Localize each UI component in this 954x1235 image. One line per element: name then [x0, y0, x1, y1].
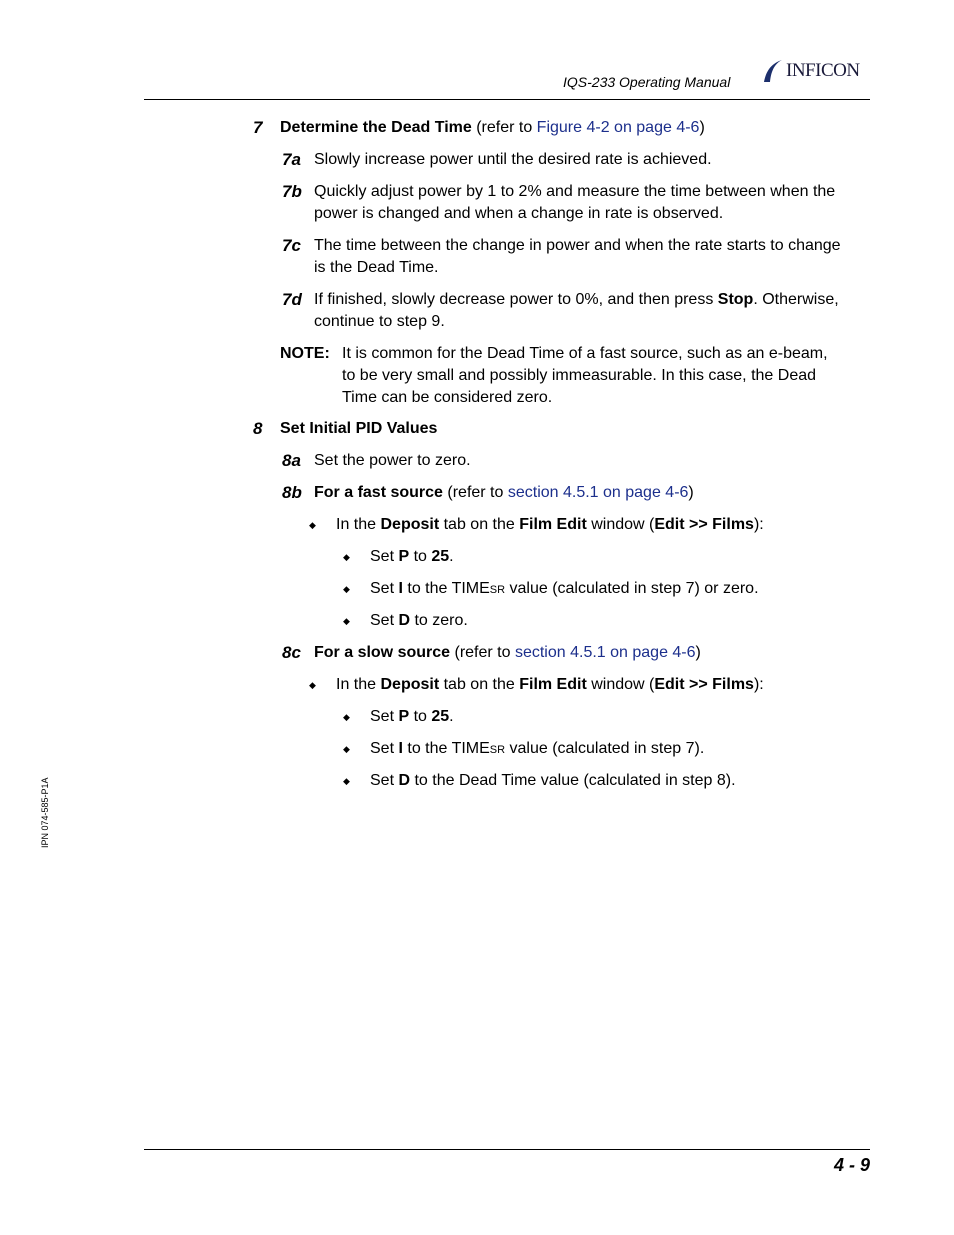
section-link[interactable]: section 4.5.1 on page 4-6	[507, 484, 689, 501]
text-run: Set	[370, 548, 399, 565]
step-text: Slowly increase power until the desired rate is achieved.	[314, 151, 712, 168]
step-number: 7c	[282, 236, 301, 255]
text-line: Quickly adjust power by 1 to 2% and measure the time between when the	[314, 183, 836, 200]
bullet-diamond-icon: ◆	[343, 744, 350, 754]
ref-text: )	[688, 484, 694, 501]
ref-text: )	[699, 119, 705, 136]
text-line: The time between the change in power and when the rate starts to change	[314, 237, 841, 254]
bullet-diamond-icon: ◆	[343, 776, 350, 786]
text-run: tab on the	[439, 516, 520, 533]
text-line: to be very small and possibly immeasurable. In this case, the Dead	[342, 367, 817, 384]
text-run: Edit >> Films	[654, 676, 754, 693]
text-run: TIME	[451, 580, 490, 597]
text-run: 25	[431, 548, 450, 565]
text-run: value (calculated in step 7) or zero.	[505, 580, 759, 597]
bullet-diamond-icon: ◆	[343, 584, 350, 594]
page-number: 4 - 9	[833, 1155, 870, 1175]
bullet-diamond-icon: ◆	[309, 520, 316, 530]
ref-text: (refer to	[450, 644, 515, 661]
text-run: SR	[489, 584, 506, 596]
text-run: to	[409, 708, 432, 725]
step-title: Set Initial PID Values	[280, 420, 438, 437]
bullet-text	[370, 706, 454, 728]
text-run: to the Dead Time value (calculated in step 8).	[410, 772, 736, 789]
text-run: to zero.	[410, 612, 468, 629]
text-run: I	[398, 740, 403, 757]
text-run: Set	[370, 772, 399, 789]
step-number: 7	[253, 118, 263, 137]
text-run: Set	[370, 580, 399, 597]
text-run: Set	[370, 740, 399, 757]
section-link[interactable]: section 4.5.1 on page 4-6	[514, 644, 696, 661]
stop-keyword: Stop	[717, 291, 754, 308]
text-run: to the	[402, 740, 452, 757]
bullet-text	[370, 610, 468, 632]
figure-link[interactable]: Figure 4-2 on page 4-6	[536, 119, 700, 136]
bullet-text	[370, 578, 759, 601]
text-run: ):	[753, 516, 764, 533]
logo-text: INFICON	[786, 60, 860, 81]
step-text: Set the power to zero.	[314, 452, 471, 469]
step-text	[314, 642, 701, 664]
text-run: If finished, slowly decrease power to 0%, and then press	[314, 291, 718, 308]
text-run: to the	[402, 580, 452, 597]
text-line: Time can be considered zero.	[342, 389, 553, 406]
step-7-text	[280, 117, 705, 139]
ref-text: )	[695, 644, 701, 661]
text-run: Deposit	[380, 676, 440, 693]
step-text	[314, 482, 694, 504]
ref-text: (refer to	[442, 484, 508, 501]
note-label: NOTE:	[280, 345, 330, 362]
step-text	[314, 235, 841, 279]
text-run: to	[409, 548, 432, 565]
bullet-diamond-icon: ◆	[343, 712, 350, 722]
step-number: 7b	[282, 182, 302, 201]
text-run: 25	[431, 708, 450, 725]
ref-text: (refer to	[471, 119, 537, 136]
text-line: It is common for the Dead Time of a fast source, such as an e-beam,	[342, 345, 828, 362]
bullet-text	[336, 514, 764, 536]
text-run: In the	[336, 516, 381, 533]
text-run: ):	[753, 676, 764, 693]
side-label: IPN 074-585-P1A	[40, 777, 50, 848]
text-run: .	[449, 708, 454, 725]
step-title: For a fast source	[314, 484, 443, 501]
bullet-text	[336, 674, 764, 696]
text-line: is the Dead Time.	[314, 259, 439, 276]
text-run: In the	[336, 676, 381, 693]
text-run: value (calculated in step 7).	[505, 740, 705, 757]
text-run: . Otherwise,	[753, 291, 839, 308]
text-run: Set	[370, 708, 399, 725]
bullet-diamond-icon: ◆	[343, 616, 350, 626]
text-line: power is changed and when a change in rate is observed.	[314, 205, 724, 222]
step-number: 8c	[282, 643, 301, 662]
text-run: .	[449, 548, 454, 565]
step-title: For a slow source	[314, 644, 451, 661]
step-number: 8b	[282, 483, 302, 502]
text-run: Film Edit	[519, 676, 587, 693]
step-title: Determine the Dead Time	[280, 119, 472, 136]
text-run: P	[398, 708, 410, 725]
text-run: window (	[586, 676, 655, 693]
step-text	[314, 289, 839, 333]
text-run: TIME	[451, 740, 490, 757]
text-run: Film Edit	[519, 516, 587, 533]
step-number: 7a	[282, 150, 301, 169]
inficon-swoosh-icon	[760, 58, 784, 84]
bullet-diamond-icon: ◆	[343, 552, 350, 562]
step-number: 8	[253, 419, 263, 438]
text-line: continue to step 9.	[314, 313, 445, 330]
step-text	[314, 181, 835, 225]
bullet-diamond-icon: ◆	[309, 680, 316, 690]
text-run: Deposit	[380, 516, 440, 533]
text-run: tab on the	[439, 676, 520, 693]
step-number: 8a	[282, 451, 301, 470]
text-run: P	[398, 548, 410, 565]
company-logo	[760, 58, 872, 84]
text-run: window (	[586, 516, 655, 533]
bullet-text	[370, 546, 454, 568]
manual-title: IQS-233 Operating Manual	[563, 74, 731, 90]
note-text	[342, 343, 828, 409]
text-run: D	[398, 772, 411, 789]
text-run: Edit >> Films	[654, 516, 754, 533]
text-run: D	[398, 612, 411, 629]
header-rule	[144, 99, 870, 100]
text-run: Set	[370, 612, 399, 629]
text-run: SR	[489, 744, 506, 756]
text-run: I	[398, 580, 403, 597]
step-7	[253, 117, 262, 140]
footer-rule	[144, 1149, 870, 1150]
bullet-text	[370, 738, 704, 761]
step-number: 7d	[282, 290, 302, 309]
bullet-text	[370, 770, 736, 792]
